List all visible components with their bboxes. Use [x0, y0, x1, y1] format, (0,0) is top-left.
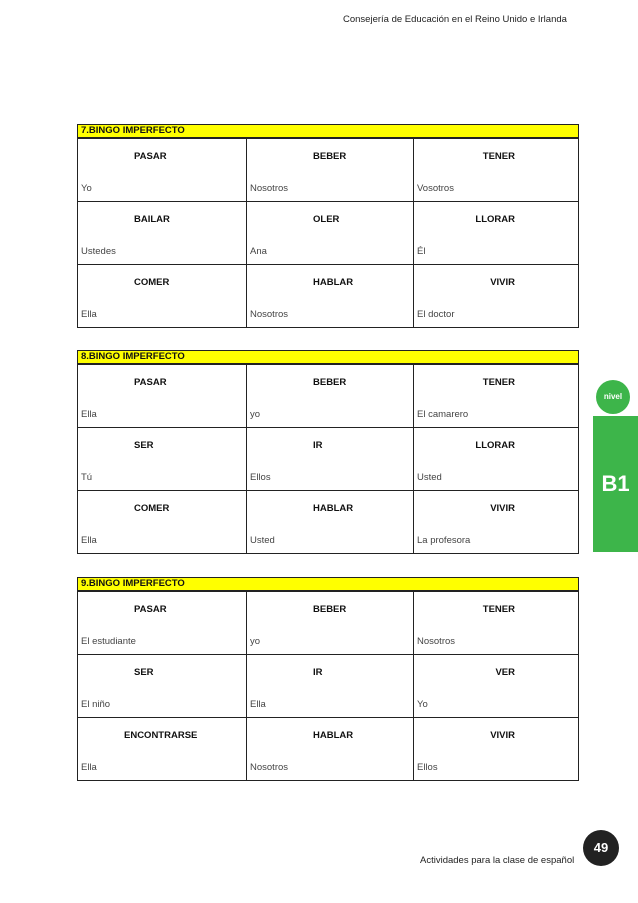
- bingo-table-7: [77, 124, 579, 328]
- verb-label: BEBER: [313, 377, 347, 388]
- subject-label: Nosotros: [250, 762, 289, 773]
- verb-label: VIVIR: [490, 503, 515, 514]
- bingo-row: [78, 654, 578, 717]
- subject-label: yo: [250, 636, 261, 647]
- verb-label: BEBER: [313, 604, 347, 615]
- bingo-cell: [78, 491, 246, 553]
- verb-label: LLORAR: [475, 440, 515, 451]
- bingo-cell: [246, 592, 413, 654]
- bingo-cell: [78, 592, 246, 654]
- subject-label: Ellos: [250, 472, 271, 483]
- verb-label: PASAR: [134, 604, 167, 615]
- verb-label: HABLAR: [313, 730, 354, 741]
- bingo-cell: [246, 139, 413, 201]
- bingo-cell: [413, 718, 578, 780]
- subject-label: Yo: [81, 183, 92, 194]
- verb-label: VIVIR: [490, 730, 515, 741]
- page-number: 49: [583, 830, 619, 866]
- bingo-cell: [78, 428, 246, 490]
- bingo-table-9: [77, 577, 579, 781]
- subject-label: El doctor: [417, 309, 455, 320]
- verb-label: HABLAR: [313, 277, 354, 288]
- subject-label: El estudiante: [81, 636, 136, 647]
- bingo-cell: [246, 428, 413, 490]
- bingo-cell: [246, 202, 413, 264]
- page-footer: Actividades para la clase de español: [420, 855, 575, 866]
- verb-label: ENCONTRARSE: [124, 730, 198, 741]
- verb-label: VIVIR: [490, 277, 515, 288]
- bingo-cell: [413, 265, 578, 327]
- verb-label: TENER: [482, 377, 515, 388]
- subject-label: Ella: [250, 699, 266, 710]
- bingo-cell: [246, 265, 413, 327]
- level-tab: B1: [593, 416, 638, 552]
- verb-label: OLER: [313, 214, 340, 225]
- subject-label: Vosotros: [417, 183, 454, 194]
- subject-label: Ella: [81, 535, 97, 546]
- verb-label: COMER: [134, 503, 170, 514]
- bingo-row: [78, 201, 578, 264]
- verb-label: IR: [313, 440, 323, 451]
- subject-label: Nosotros: [417, 636, 456, 647]
- bingo-row: [78, 717, 578, 780]
- subject-label: Nosotros: [250, 309, 289, 320]
- subject-label: Ella: [81, 409, 97, 420]
- bingo-table-8: [77, 350, 579, 554]
- page-header: Consejería de Educación en el Reino Unido e Irlanda: [343, 14, 567, 25]
- bingo-cell: [413, 592, 578, 654]
- bingo-cell: [78, 202, 246, 264]
- bingo-cell: [246, 655, 413, 717]
- bingo-cell: [413, 428, 578, 490]
- bingo-cell: [246, 365, 413, 427]
- verb-label: HABLAR: [313, 503, 354, 514]
- bingo-row: [78, 264, 578, 327]
- bingo-row: [78, 138, 578, 201]
- bingo-cell: [78, 718, 246, 780]
- subject-label: yo: [250, 409, 261, 420]
- bingo-cell: [78, 365, 246, 427]
- subject-label: Usted: [417, 472, 442, 483]
- subject-label: El camarero: [417, 409, 469, 420]
- subject-label: Nosotros: [250, 183, 289, 194]
- bingo-row: [78, 364, 578, 427]
- bingo-row: [78, 490, 578, 553]
- verb-label: SER: [134, 440, 154, 451]
- subject-label: Tú: [81, 472, 93, 483]
- verb-label: BAILAR: [134, 214, 170, 225]
- bingo-cell: [78, 265, 246, 327]
- bingo-cell: [413, 139, 578, 201]
- bingo-cell: [78, 139, 246, 201]
- verb-label: COMER: [134, 277, 170, 288]
- subject-label: Ana: [250, 246, 267, 257]
- subject-label: Él: [417, 246, 426, 257]
- verb-label: PASAR: [134, 377, 167, 388]
- bingo-title: 7.BINGO IMPERFECTO: [78, 125, 578, 138]
- verb-label: VER: [495, 667, 515, 678]
- verb-label: SER: [134, 667, 154, 678]
- bingo-title: 8.BINGO IMPERFECTO: [78, 351, 578, 364]
- verb-label: BEBER: [313, 151, 347, 162]
- bingo-title: 9.BINGO IMPERFECTO: [78, 578, 578, 591]
- bingo-cell: [246, 491, 413, 553]
- subject-label: El niño: [81, 699, 111, 710]
- verb-label: TENER: [482, 151, 515, 162]
- subject-label: La profesora: [417, 535, 471, 546]
- bingo-row: [78, 591, 578, 654]
- subject-label: Ellos: [417, 762, 438, 773]
- subject-label: Ella: [81, 762, 97, 773]
- bingo-row: [78, 427, 578, 490]
- bingo-cell: [246, 718, 413, 780]
- verb-label: LLORAR: [475, 214, 515, 225]
- subject-label: Ella: [81, 309, 97, 320]
- subject-label: Usted: [250, 535, 275, 546]
- nivel-badge: nivel: [596, 380, 630, 414]
- bingo-cell: [413, 365, 578, 427]
- bingo-cell: [413, 491, 578, 553]
- verb-label: PASAR: [134, 151, 167, 162]
- bingo-cell: [413, 655, 578, 717]
- bingo-cell: [78, 655, 246, 717]
- verb-label: TENER: [482, 604, 515, 615]
- verb-label: IR: [313, 667, 323, 678]
- subject-label: Ustedes: [81, 246, 116, 257]
- subject-label: Yo: [417, 699, 428, 710]
- bingo-cell: [413, 202, 578, 264]
